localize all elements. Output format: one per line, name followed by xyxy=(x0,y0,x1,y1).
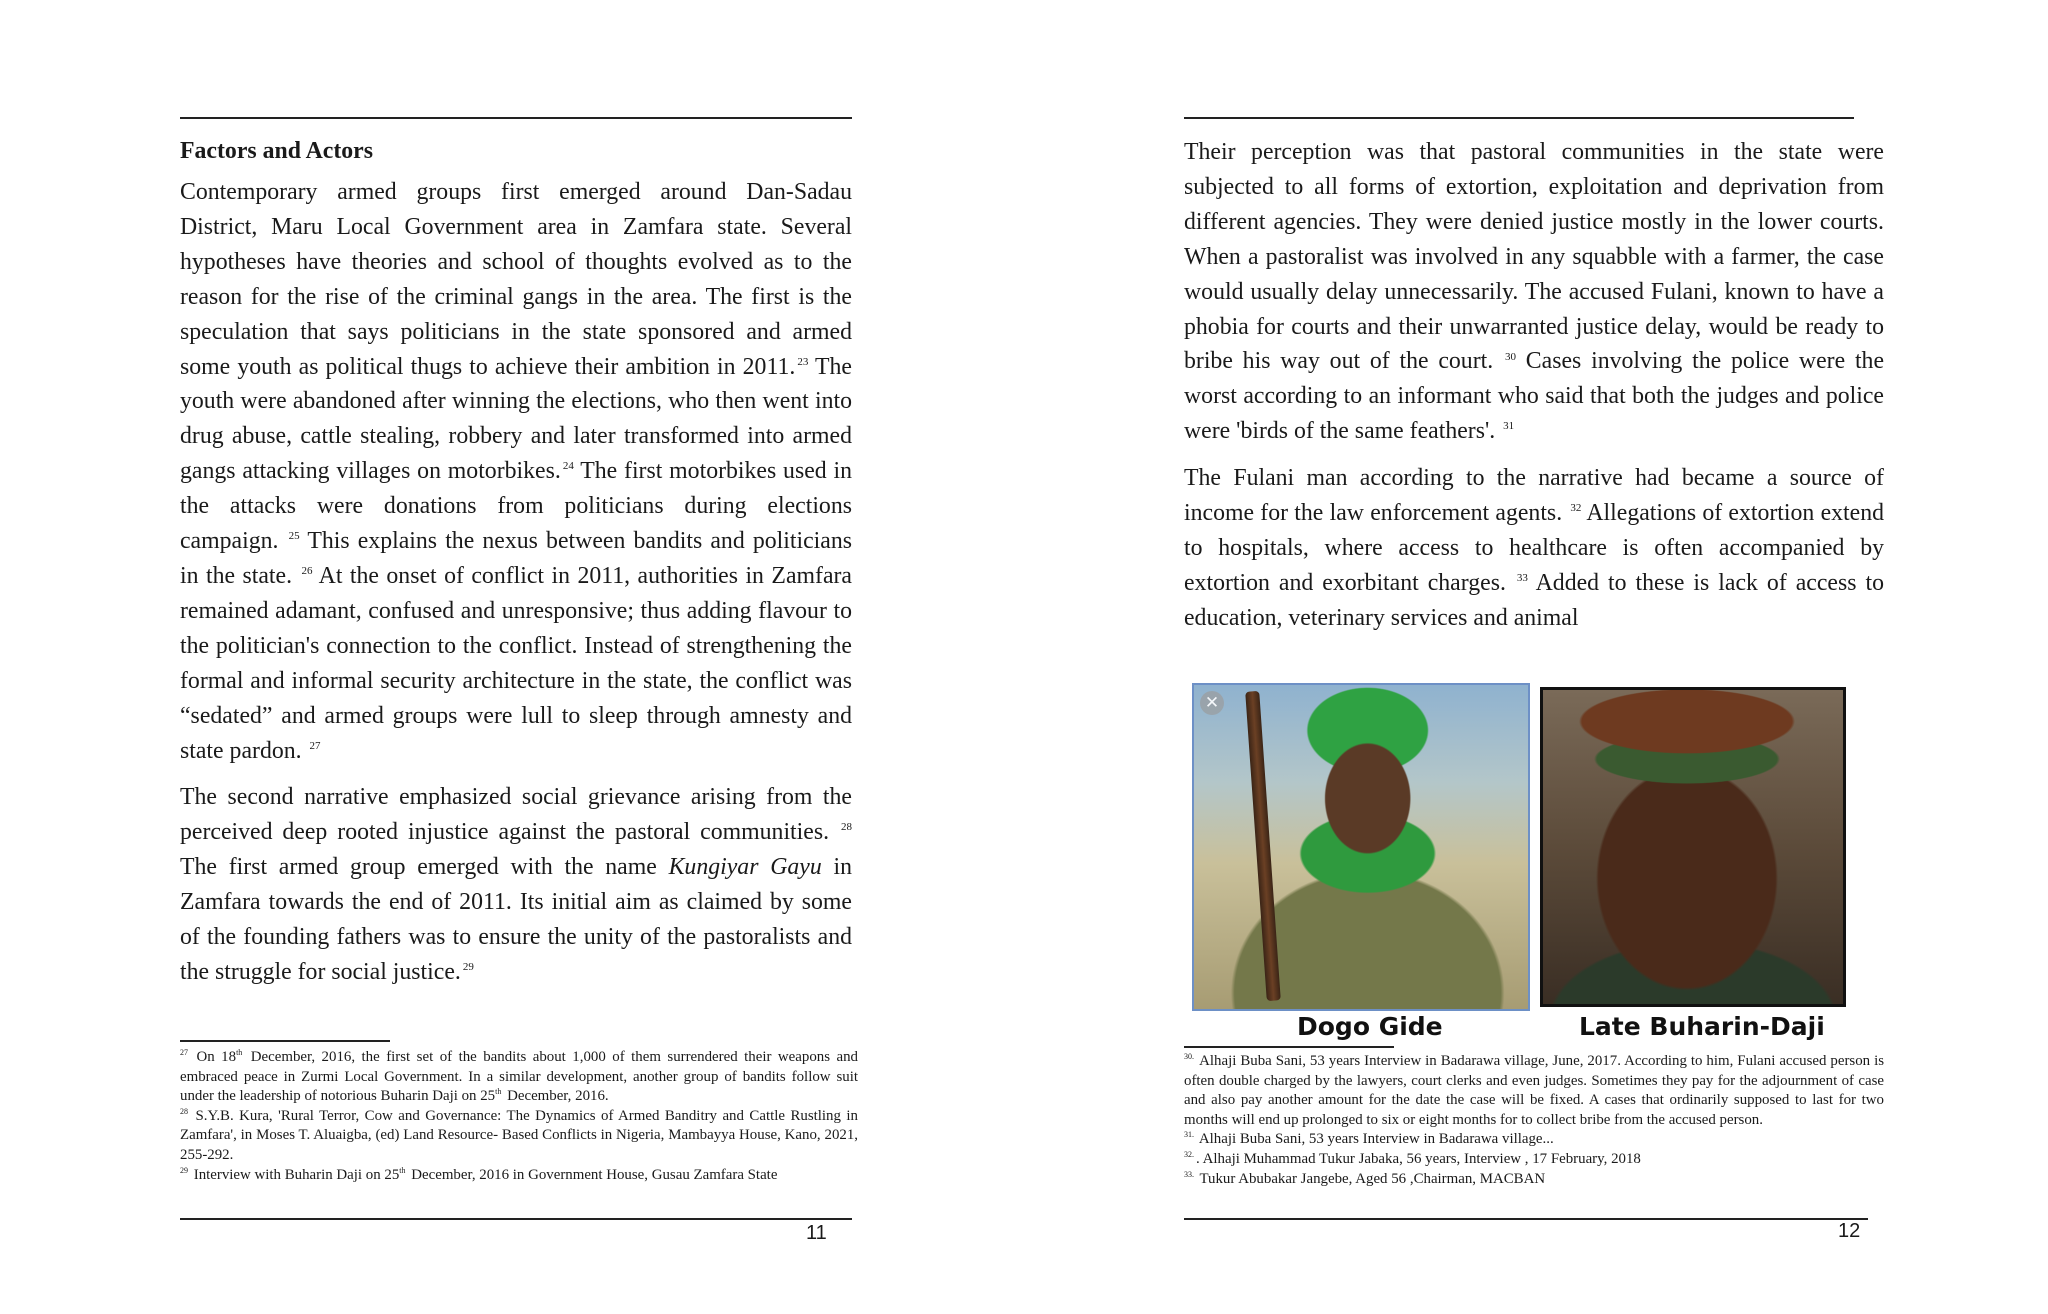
caption-buharin-daji: Late Buharin-Daji xyxy=(1579,1012,1825,1041)
photo-buharin-daji xyxy=(1540,687,1846,1007)
right-footnotes xyxy=(1184,1052,1884,1189)
paragraph-1: Their perception was that pastoral communities in the state were subjected to all forms of extortion, exploitation and deprivation from different agencies. They were denied justice mostly in the lower courts. When a pastoralist was involved in any squabble with a farmer, the case would usually delay unnecessarily. The accused Fulani, known to have a phobia for courts and their unwarranted justice delay, would be ready to bribe his way out of the court. $^{30}$ Cases involving the police were the worst according to an informant who said that both the judges and police were 'birds of the same feathers'. $^{31}$ xyxy=(1184,139,1885,445)
footnote-ref: 33 xyxy=(1516,571,1528,584)
group-name: Kungiyar Gayu xyxy=(668,854,822,881)
footnote-32: $^{32.}$ . Alhaji Muhammad Tukur Jabaka, 56 years, Interview , 17 February, 2018 xyxy=(1184,1150,1641,1167)
top-rule xyxy=(180,117,852,119)
footnote-ref: 31 xyxy=(1503,420,1515,433)
footnote-rule xyxy=(180,1040,390,1042)
footnote-rule xyxy=(1184,1046,1394,1048)
paragraph-1: Contemporary armed groups first emerged around Dan-Sadau District, Maru Local Government area in Zamfara state. Several hypotheses have theories and school of thoughts evolved as to the reason for the rise of the criminal gangs in the area. The first is the speculation that says politicians in the state sponsored and armed some youth as political thugs to achieve their ambition in 2011. $^{23}$ The youth were abandoned after winning the elections, who then went into drug abuse, cattle stealing, robbery and later transformed into armed gangs attacking villages on motorbikes. $^{24}$ The first motorbikes used in the attacks were donations from politicians during elections campaign. $^{25}$ This explains the nexus between bandits and politicians in the state. $^{26}$ At the onset of conflict in 2011, authorities in Zamfara remained adamant, confused and unresponsive; thus adding flavour to the politician's connection to the conflict. Instead of strengthening the formal and informal security architecture in the state, the conflict was “sedated” and armed groups were lull to sleep through amnesty and state pardon. $^{27}$ xyxy=(180,179,852,764)
top-rule xyxy=(1184,117,1854,119)
left-footnotes xyxy=(180,1048,858,1185)
bottom-rule xyxy=(180,1218,852,1220)
footnote-ref: 27 xyxy=(309,739,321,752)
bottom-rule xyxy=(1184,1218,1868,1220)
footnote-ref: 25 xyxy=(288,530,300,543)
photo-dogo-gide xyxy=(1192,683,1530,1011)
left-body xyxy=(180,133,852,1002)
footnote-33: $^{33.}$ Tukur Abubakar Jangebe, Aged 56 ,Chairman, MACBAN xyxy=(1184,1169,1546,1187)
footnote-ref: 26 xyxy=(301,565,313,578)
paragraph-2: The Fulani man according to the narrative had became a source of income for the law enforcement agents. $^{32}$ Allegations of extortion extend to hospitals, where access to healthcare is often accompanied by extortion and exorbitant charges. $^{33}$ Added to these is lack of access to education, veterinary services and animal xyxy=(1184,465,1885,631)
rifle-shape xyxy=(1245,691,1281,1001)
footnote-ref: 24 xyxy=(562,460,574,473)
page-number: 11 xyxy=(806,1222,827,1244)
footnote-ref: 30 xyxy=(1505,350,1516,363)
footnote-27: $^{27}$ On 18th December, 2016, the first set of the bandits about 1,000 of them surrendered their weapons and embraced peace in Zurmi Local Government. In a similar development, another group of bandits follow suit under the leadership of notorious Buharin Daji on 25th December, 2016. xyxy=(180,1048,858,1105)
right-page xyxy=(1024,0,2048,1314)
caption-dogo-gide: Dogo Gide xyxy=(1297,1012,1443,1041)
footnote-ref: 23 xyxy=(797,355,809,368)
footnote-ref: 29 xyxy=(462,961,474,974)
footnote-29: $^{29}$ Interview with Buharin Daji on 25th December, 2016 in Government House, Gusau Zamfara State xyxy=(180,1165,778,1183)
footnote-28: $^{28}$ S.Y.B. Kura, 'Rural Terror, Cow and Governance: The Dynamics of Armed Banditry and Cattle Rustling in Zamfara', in Moses T. Aluaigba, (ed) Land Resource- Based Conflicts in Nigeria, Mambayya House, Kano, 2021, 255-292. xyxy=(180,1106,858,1163)
section-heading: Factors and Actors xyxy=(180,138,373,164)
page-number: 12 xyxy=(1838,1220,1861,1242)
paragraph-2: The second narrative emphasized social grievance arising from the perceived deep rooted injustice against the pastoral communities. $^{28}$ The first armed group emerged with the name Kungiyar Gayu in Zamfara towards the end of 2011. Its initial aim as claimed by some of the founding fathers was to ensure the unity of the pastoralists and the struggle for social justice. $^{29}$ xyxy=(180,784,852,985)
right-body xyxy=(1184,135,1884,648)
footnote-ref: 28 xyxy=(841,821,852,834)
footnote-ref: 32 xyxy=(1570,502,1582,515)
close-icon[interactable]: ✕ xyxy=(1200,691,1224,715)
footnote-31: $^{31.}$ Alhaji Buba Sani, 53 years Interview in Badarawa village... xyxy=(1184,1130,1554,1148)
footnote-30: $^{30.}$ Alhaji Buba Sani, 53 years Interview in Badarawa village, June, 2017. According to him, Fulani accused person is often double charged by the lawyers, court clerks and even judges. Sometimes they pay for the adjournment of case and also pay another amount for the date the case will be fixed. A cases that ordinarily supposed to last for two months will end up prolonged to six or eight months for to collect bribe from the accused person. xyxy=(1184,1052,1885,1128)
